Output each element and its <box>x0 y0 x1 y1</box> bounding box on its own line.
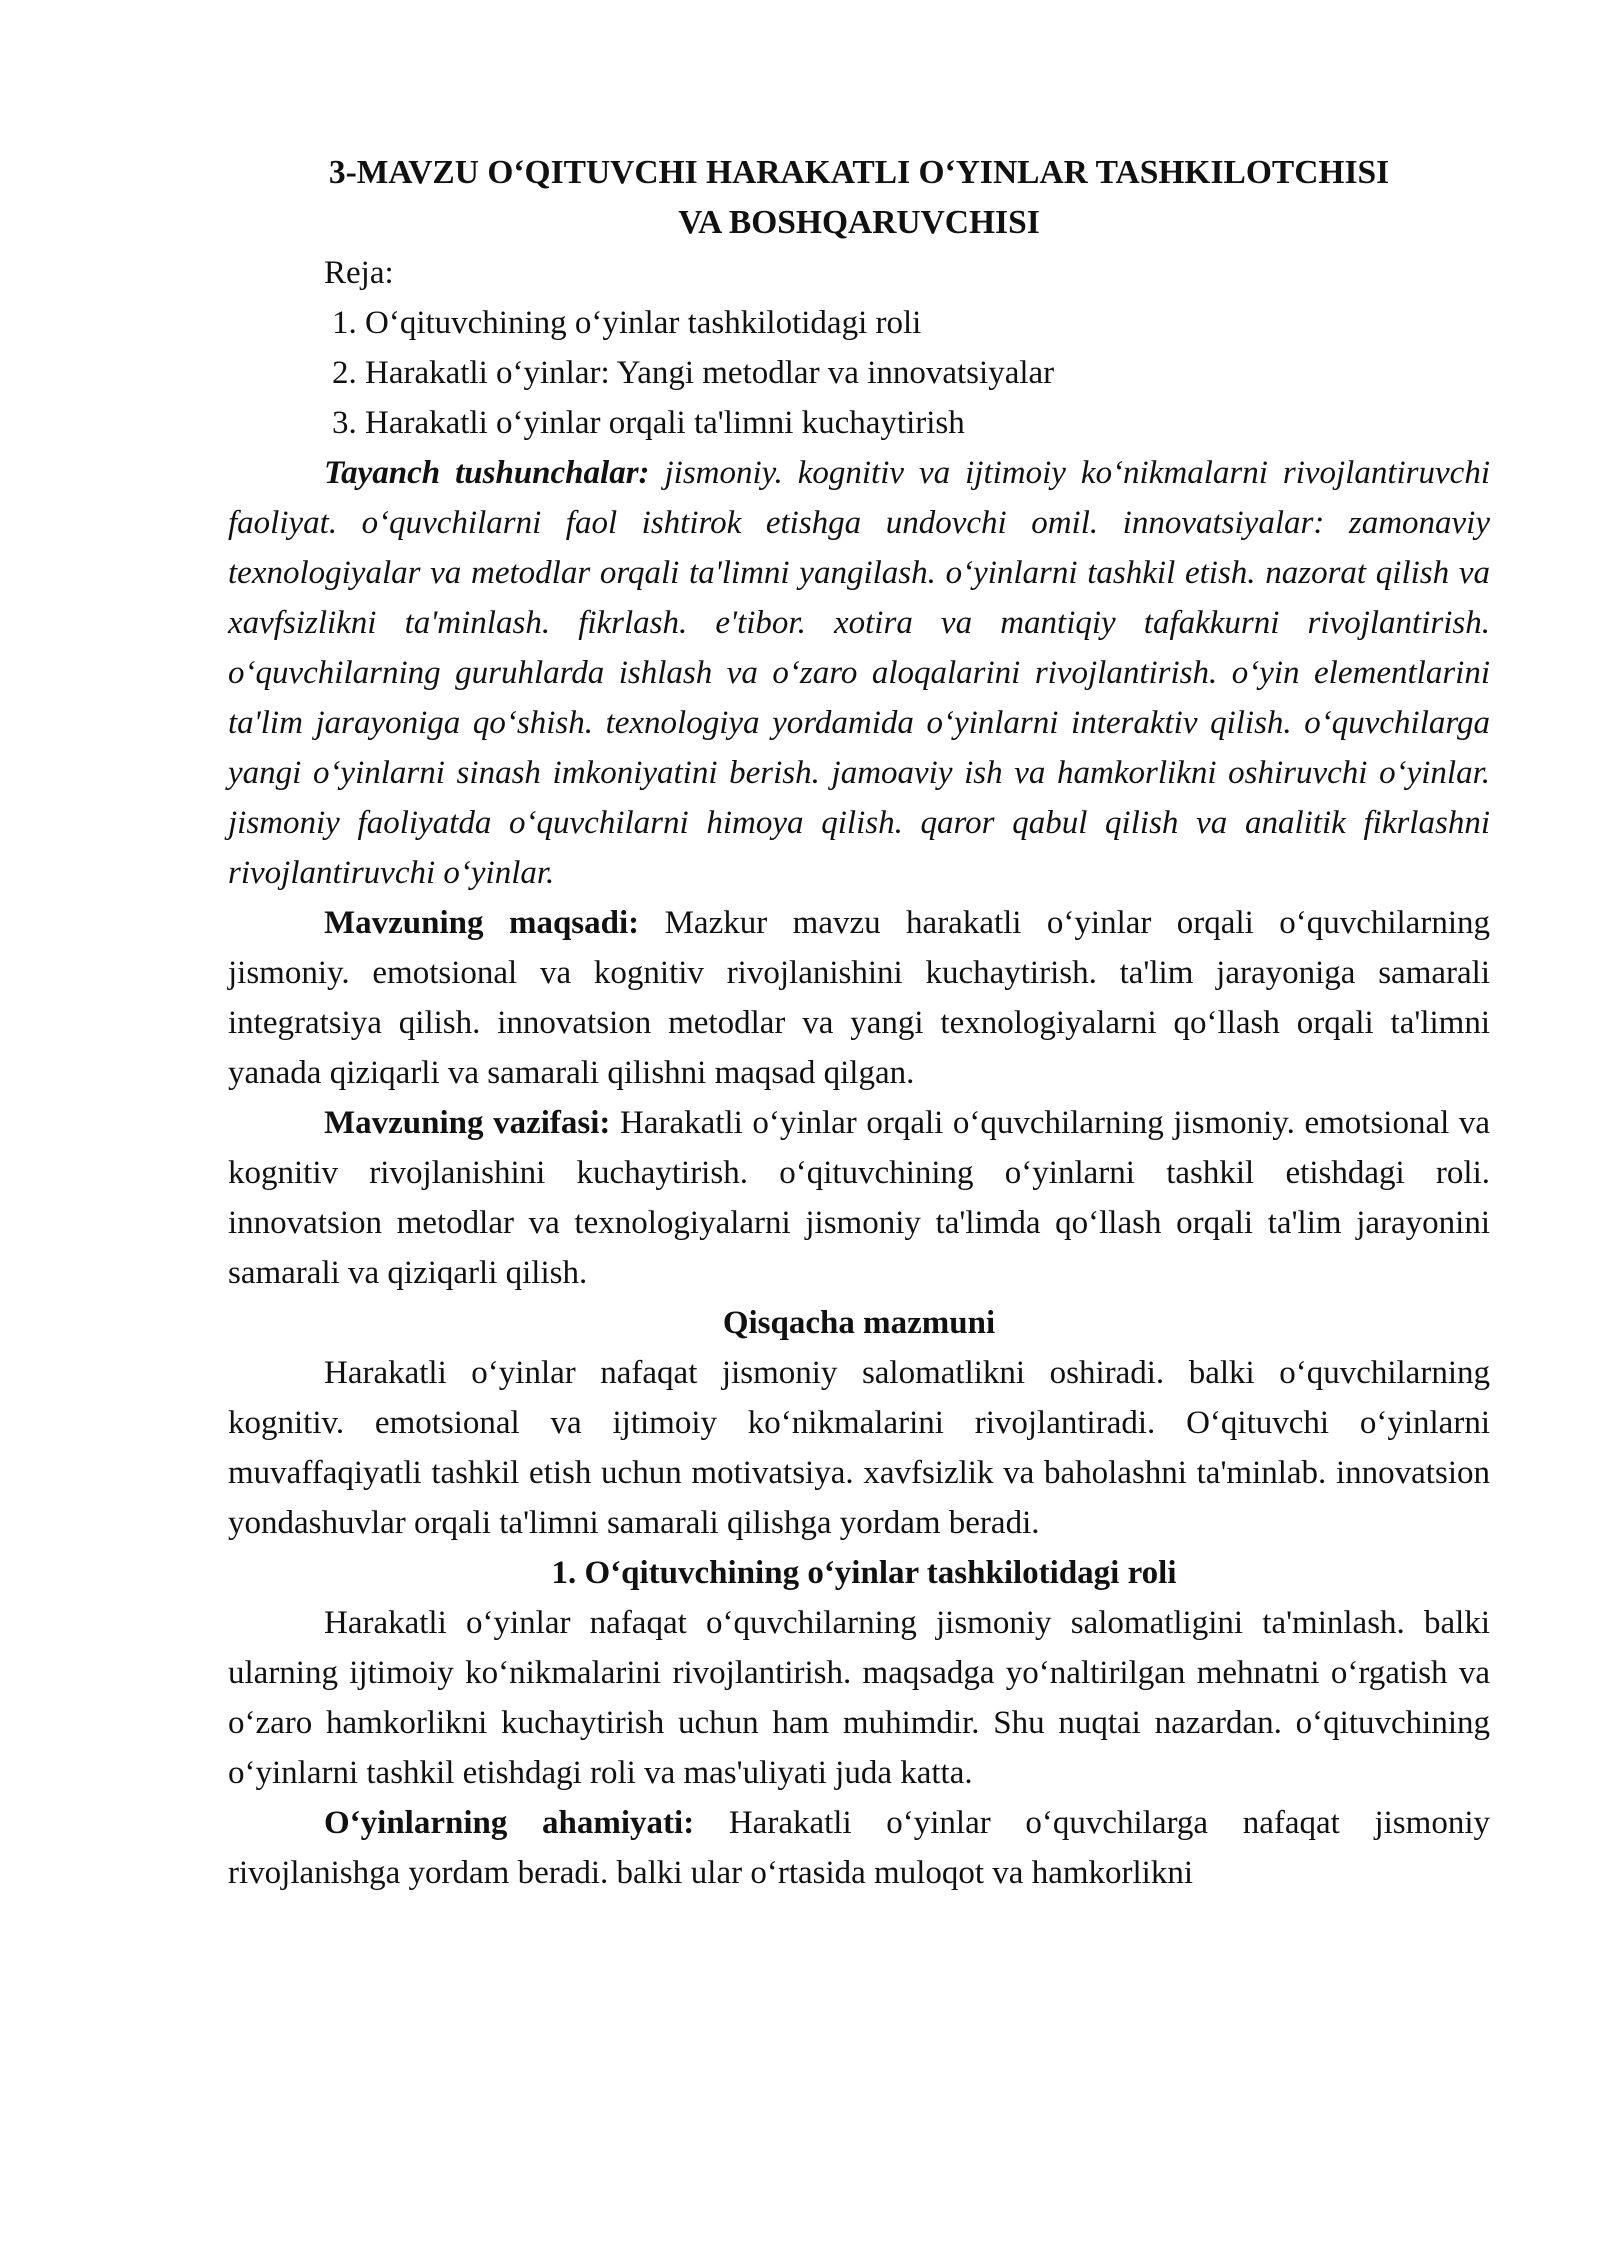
key-concepts-text: jismoniy. kognitiv va ijtimoiy ko‘nikmalarni rivojlantiruvchi faoliyat. o‘quvchilarni faol ishtirok etishga undovchi omil. innovatsiyalar: zamonaviy texnologiyalar va metodlar orqali ta'limni yangilash. o‘yinlarni tashkil etish. nazorat qilish va xavfsizlikni ta'minlash. fikrlash. e'tibor. xotira va mantiqiy tafakkurni rivojlantirish. o‘quvchilarning guruhlarda ishlash va o‘zaro aloqalarini rivojlantirish. o‘yin elementlarini ta'lim jarayoniga qo‘shish. texnologiya yordamida o‘yinlarni interaktiv qilish. o‘quvchilarga yangi o‘yinlarni sinash imkoniyatini berish. jamoaviy ish va hamkorlikni oshiruvchi o‘yinlar. jismoniy faoliyatda o‘quvchilarni himoya qilish. qaror qabul qilish va analitik fikrlashni rivojlantiruvchi o‘yinlar. <box>228 455 1490 891</box>
task-paragraph <box>228 1098 1490 1298</box>
goal-text: Mazkur mavzu harakatli o‘yinlar orqali o‘quvchilarning jismoniy. emotsional va kognitiv rivojlanishini kuchaytirish. ta'lim jarayoniga samarali integratsiya qilish. innovatsion metodlar va yangi texnologiyalarni qo‘llash orqali ta'limni yanada qiziqarli va samarali qilishni maqsad qilgan. <box>228 905 1490 1091</box>
section-1-heading: 1. O‘qituvchining o‘yinlar tashkilotidagi roli <box>551 1555 1177 1591</box>
summary-heading: Qisqacha mazmuni <box>722 1305 996 1341</box>
key-concepts-paragraph <box>228 448 1490 898</box>
plan-item: 3. Harakatli o‘yinlar orqali ta'limni kuchaytirish <box>332 405 965 441</box>
plan-item: 2. Harakatli o‘yinlar: Yangi metodlar va innovatsiyalar <box>332 355 1055 391</box>
plan-list <box>228 298 1490 448</box>
task-text: Harakatli o‘yinlar orqali o‘quvchilarning jismoniy. emotsional va kognitiv rivojlanishini kuchaytirish. o‘qituvchining o‘yinlarni tashkil etishdagi roli. innovatsion metodlar va texnologiyalarni jismoniy ta'limda qo‘llash orqali ta'lim jarayonini samarali va qiziqarli qilish. <box>228 1105 1490 1291</box>
plan-item: 1. O‘qituvchining o‘yinlar tashkilotidagi roli <box>332 305 922 341</box>
summary-paragraph: Harakatli o‘yinlar nafaqat jismoniy salomatlikni oshiradi. balki o‘quvchilarning kognitiv. emotsional va ijtimoiy ko‘nikmalarini rivojlantiradi. O‘qituvchi o‘yinlarni muvaffaqiyatli tashkil etish uchun motivatsiya. xavfsizlik va baholashni ta'minlab. innovatsion yondashuvlar orqali ta'limni samarali qilishga yordam beradi. <box>228 1355 1490 1541</box>
key-concepts-label: Tayanch tushunchalar: <box>324 455 650 491</box>
title-line-1: 3-MAVZU O‘QITUVCHI HARAKATLI O‘YINLAR TASHKILOTCHISI <box>328 154 1390 191</box>
goal-label: Mavzuning maqsadi: <box>324 905 640 941</box>
title-line-2: VA BOSHQARUVCHISI <box>678 204 1040 241</box>
importance-paragraph <box>228 1798 1490 1898</box>
importance-label: O‘yinlarning ahamiyati: <box>324 1805 695 1841</box>
document-title <box>228 148 1490 248</box>
document-page <box>228 148 1490 1898</box>
task-label: Mavzuning vazifasi: <box>324 1105 611 1141</box>
section-1-paragraph: Harakatli o‘yinlar nafaqat o‘quvchilarning jismoniy salomatligini ta'minlash. balki ularning ijtimoiy ko‘nikmalarini rivojlantirish. maqsadga yo‘naltirilgan mehnatni o‘rgatish va o‘zaro hamkorlikni kuchaytirish uchun ham muhimdir. Shu nuqtai nazardan. o‘qituvchining o‘yinlarni tashkil etishdagi roli va mas'uliyati juda katta. <box>228 1605 1490 1791</box>
plan-label: Reja: <box>324 255 394 291</box>
importance-text: Harakatli o‘yinlar o‘quvchilarga nafaqat jismoniy rivojlanishga yordam beradi. balki ular o‘rtasida muloqot va hamkorlikni <box>228 1805 1490 1891</box>
goal-paragraph <box>228 898 1490 1098</box>
